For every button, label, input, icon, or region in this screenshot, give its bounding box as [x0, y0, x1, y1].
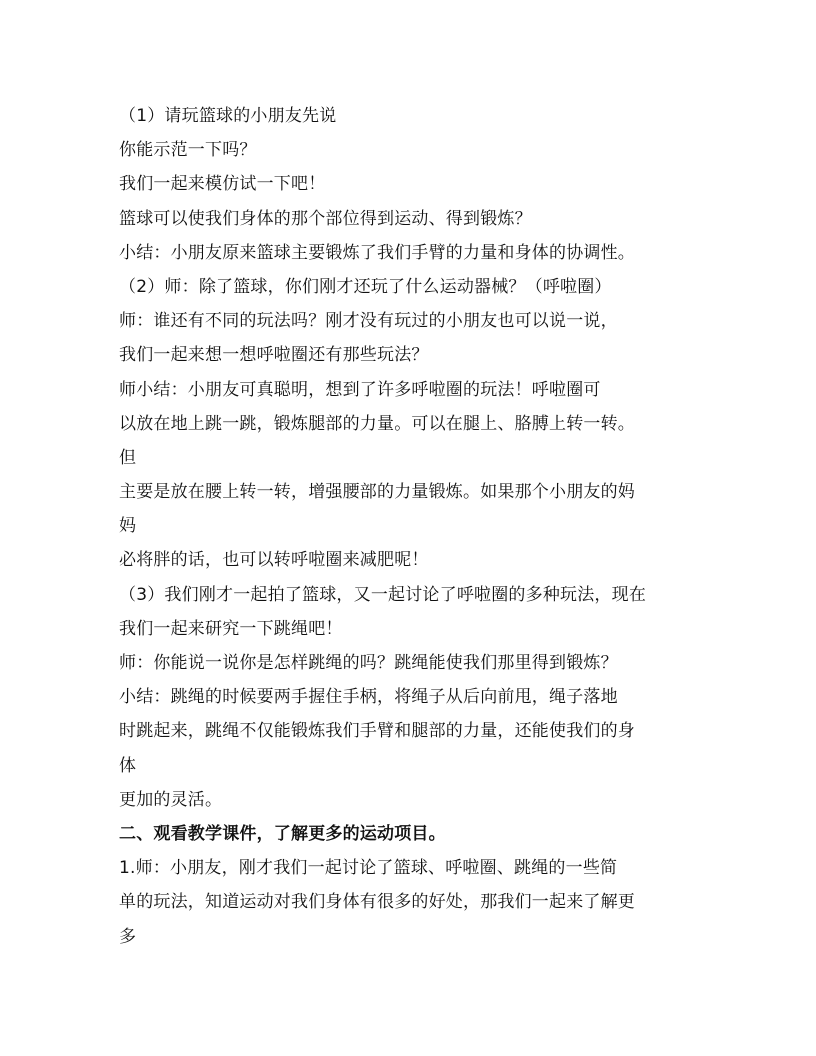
- text-line: 妈: [119, 516, 137, 537]
- text-line: （3）我们刚才一起拍了篮球，又一起讨论了呼啦圈的多种玩法，现在: [119, 584, 647, 605]
- text-line: （1）请玩篮球的小朋友先说: [119, 106, 337, 126]
- text-line: 你能示范一下吗？: [119, 140, 257, 161]
- text-line: 师：谁还有不同的玩法吗？刚才没有玩过的小朋友也可以说一说，: [119, 311, 618, 332]
- text-line: 以放在地上跳一跳，锻炼腿部的力量。可以在腿上、胳膊上转一转。: [119, 413, 635, 434]
- text-line: 我们一起来模仿试一下吧！: [119, 174, 326, 195]
- text-line: 小结：小朋友原来篮球主要锻炼了我们手臂的力量和身体的协调性。: [119, 242, 635, 263]
- text-line: 篮球可以使我们身体的那个部位得到运动、得到锻炼？: [119, 208, 532, 229]
- text-line: 更加的灵活。: [119, 789, 223, 810]
- document-body: [119, 99, 704, 954]
- text-line: 小结：跳绳的时候要两手握住手柄，将绳子从后向前甩，绳子落地: [119, 687, 618, 708]
- text-line: 1.师：小朋友，刚才我们一起讨论了篮球、呼啦圈、跳绳的一些简: [119, 858, 618, 879]
- text-line: 主要是放在腰上转一转，增强腰部的力量锻炼。如果那个小朋友的妈: [119, 482, 635, 503]
- text-line: 我们一起来研究一下跳绳吧！: [119, 618, 343, 639]
- text-line: 我们一起来想一想呼啦圈还有那些玩法？: [119, 345, 429, 366]
- text-line: 但: [119, 447, 137, 468]
- text-line: 体: [119, 755, 137, 776]
- text-line: （2）师：除了篮球，你们刚才还玩了什么运动器械？（呼啦圈）: [119, 276, 612, 297]
- text-line: 时跳起来，跳绳不仅能锻炼我们手臂和腿部的力量，还能使我们的身: [119, 721, 635, 742]
- section-heading: 二、观看教学课件，了解更多的运动项目。: [119, 823, 446, 844]
- text-line: 师小结：小朋友可真聪明，想到了许多呼啦圈的玩法！呼啦圈可: [119, 379, 601, 400]
- text-line: 必将胖的话，也可以转呼啦圈来减肥呢！: [119, 550, 429, 571]
- text-line: 多: [119, 926, 137, 947]
- text-line: 师：你能说一说你是怎样跳绳的吗？跳绳能使我们那里得到锻炼？: [119, 653, 618, 673]
- text-line: 单的玩法，知道运动对我们身体有很多的好处，那我们一起来了解更: [119, 892, 635, 913]
